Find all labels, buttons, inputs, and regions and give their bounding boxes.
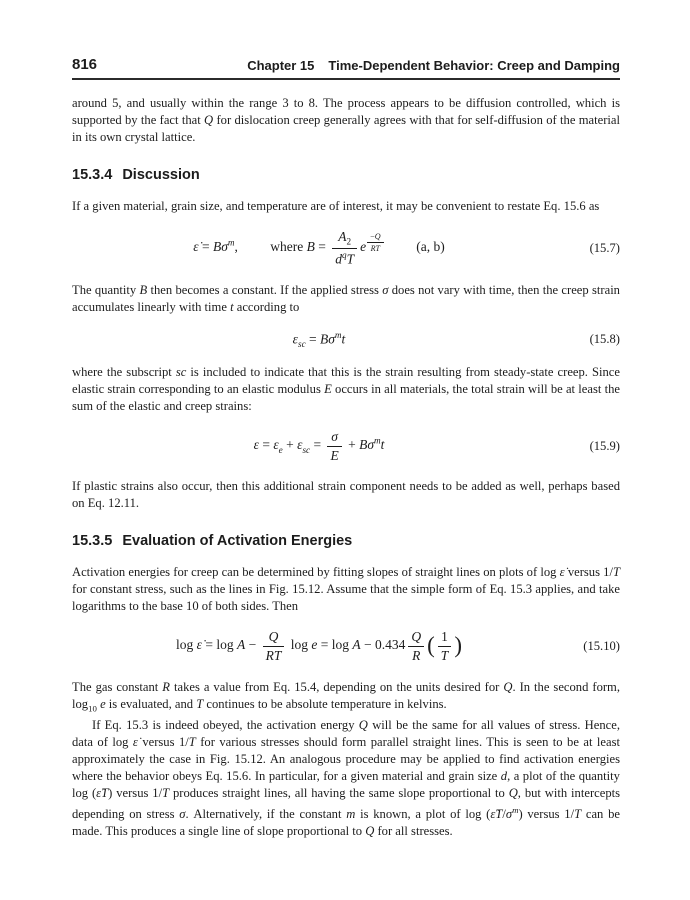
paragraph-activation: Activation energies for creep can be determined by fitting slopes of straight lines on plots of log ε̇ versus 1/T for constant stress, such as the lines in Fig. 15.12. Assume that the simple form of Eq. 15.3 applies, and take logarithms to the base 10 of both sides. Then [72,565,620,614]
equation-body: log ε̇ = log A − $\frac{Q}{RT}$ log e = log A − 0.434 $\frac{Q}{R}$ ( $\frac{1}{T}$ ) [176,629,462,663]
equation-number: (15.10) [583,639,620,653]
paragraph-intro: around 5, and usually within the range 3 to 8. The process appears to be diffusion controlled, which is supported by the fact that Q for dislocation creep generally agrees with that for self-diffusion of the material in its own crystal lattice. [72,96,621,144]
equation-number: (15.9) [589,438,620,453]
equation-body: $\varepsilon = \varepsilon_e + \varepsilon_{sc}$ = $\frac{\sigma}{E}$ + $B\sigma^mt$ [253,429,385,463]
chapter-title: Time-Dependent Behavior: Creep and Damping [328,58,620,73]
equation-number: (15.7) [589,240,620,255]
equation-body: ε̇ = $B\sigma^m$, where B = $\frac{A_2}{d^qT}$ e $\frac{-Q}{RT}$ (a, b) [193,229,445,267]
paragraph-gas-constant: The gas constant R takes a value from Eq. 15.4, depending on the units desired for Q. In the second form, $\log_{10} e$ is evaluated, and T continues to be absolute temperature in kelvins. [72,679,620,714]
equation-15-10 [72,629,620,663]
equation-15-8 [72,330,620,349]
paragraph-restate: If a given material, grain size, and temperature are of interest, it may be convenient to restate Eq. 15.6 as [72,199,600,213]
section-number: 15.3.4 [72,167,113,183]
section-title: Evaluation of Activation Energies [122,533,353,550]
equation-15-7 [72,229,620,267]
header-rule [72,78,620,80]
section-heading-15-3-5 [72,533,620,549]
equation-body: $\varepsilon_{sc} = B\sigma^mt$ [292,330,346,350]
section-title: Discussion [122,167,200,183]
paragraph-plastic: If plastic strains also occur, then this additional strain component needs to be added as well, perhaps based on Eq. 12.11. [72,479,620,511]
chapter-label: Chapter 15 [247,58,315,73]
chapter-running-title [247,58,620,73]
paragraph-obeyed: If Eq. 15.3 is indeed obeyed, the activation energy Q will be the same for all values of stress. Hence, data of log ε̇ versus 1/T for various stresses should form parallel straight lines. This is seen to be at least approximately the case in Fig. 15.12. An analogous procedure may be applied to find activation energies where the behavior obeys Eq. 15.6. In particular, for a given material and grain size d, a plot of the quantity log (ε̇T) versus 1/T produces straight lines, all having the same slope proportional to Q, but with intercepts depending on stress σ. Alternatively, if the constant m is known, a plot of $\log (\varepsiloṅT/\sigma^m)$ versus 1/T can be made. This produces a single line of slope proportional to Q for all stresses. [72,718,621,839]
equation-number: (15.8) [589,332,620,347]
section-number: 15.3.5 [72,533,113,550]
paragraph-constant: The quantity B then becomes a constant. If the applied stress σ does not vary with time, then the creep strain accumulates linearly with time t according to [72,283,620,315]
equation-15-9 [72,429,620,463]
paragraph-subscript: where the subscript sc is included to indicate that this is the strain resulting from steady-state creep. Since elastic strain corresponding to an elastic modulus E occurs in all materials, the total strain will be at least the sum of the elastic and creep strains: [72,365,620,414]
page-number: 816 [72,56,98,73]
running-head [72,56,620,73]
section-heading-15-3-4 [72,167,620,183]
